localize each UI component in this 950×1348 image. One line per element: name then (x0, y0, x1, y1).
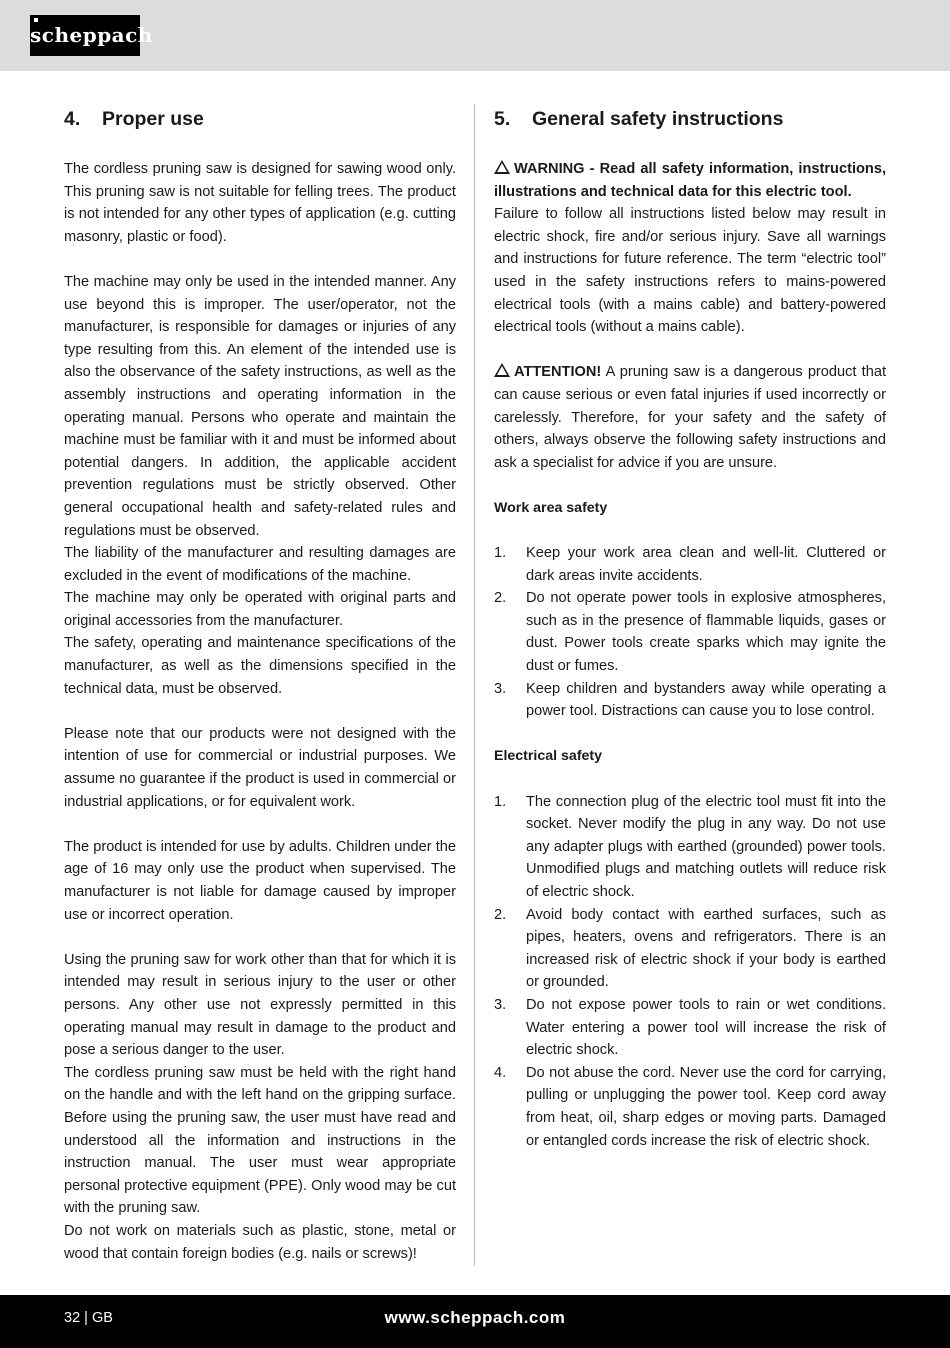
subsection-title: Work area safety (494, 499, 608, 516)
paragraph: The cordless pruning saw is designed for sawing wood only. This pruning saw is not suitable for felling trees. The product is not intended for any other types of application (e.g. cutting masonry, plastic or food). (64, 161, 456, 245)
list-number: 4. (494, 1064, 507, 1081)
section-general-safety (494, 104, 886, 1152)
warning-block (494, 158, 886, 203)
list-item (494, 994, 886, 1062)
attention-label: ATTENTION! (514, 364, 602, 381)
subsection-title: Electrical safety (494, 748, 603, 765)
page-footer (0, 1295, 950, 1348)
paragraph: The liability of the manufacturer and resulting damages are excluded in the event of modifications of the machine. (64, 545, 456, 584)
attention-block (494, 361, 886, 474)
list-text: Do not expose power tools to rain or wet conditions. Water entering a power tool will increase the risk of electric shock. (526, 996, 886, 1059)
section-number: 4. (64, 108, 81, 130)
list-text: Do not abuse the cord. Never use the cord for carrying, pulling or unplugging the power tool. Keep cord away from heat, oil, sharp edges or moving parts. Damaged or entangled cords increase the risk of electric shock. (526, 1064, 886, 1149)
paragraph: The machine may only be operated with original parts and original accessories from the manufacturer. (64, 590, 456, 629)
section-title: General safety instructions (532, 108, 784, 130)
warning-triangle-icon (494, 160, 510, 174)
electrical-list (494, 791, 886, 1153)
paragraph: The machine may only be used in the intended manner. Any use beyond this is improper. The user/operator, not the manufacturer, is responsible for damages or injuries of any type resulting from this. An element of the intended use is also the observance of the safety instructions, as well as the assembly instructions and operating information in the operating manual. Persons who operate and maintain the machine must be familiar with it and must be informed about potential dangers. In addition, the applicable accident prevention regulations must be strictly observed. Other general occupational health and safety-related rules and regulations must be observed. (64, 273, 456, 539)
section-number: 5. (494, 108, 511, 130)
section-title: Proper use (102, 108, 204, 130)
list-number: 3. (494, 996, 507, 1013)
list-number: 1. (494, 793, 507, 810)
paragraph: The product is intended for use by adults. Children under the age of 16 may only use the product when supervised. The manufacturer is not liable for damage caused by improper use or incorrect operation. (64, 838, 456, 923)
warning-heading: WARNING - Read all safety information, instructions, illustrations and technical data for this electric tool. (494, 161, 886, 200)
list-number: 2. (494, 906, 507, 923)
column-divider (474, 104, 475, 1266)
list-text: The connection plug of the electric tool must fit into the socket. Never modify the plug in any way. Do not use any adapter plugs with earthed (grounded) power tools. Unmodified plugs and matching outlets will reduce risk of electric shock. (526, 793, 886, 900)
attention-text: A pruning saw is a dangerous product that can cause serious or even fatal injuries if used incorrectly or carelessly. Therefore, for your safety and the safety of others, always observe the following safety instructions and ask a specialist for advice if you are unsure. (494, 364, 886, 471)
list-item (494, 678, 886, 723)
page-header (0, 0, 950, 71)
website-link[interactable]: www.scheppach.com (384, 1308, 566, 1327)
list-item (494, 1062, 886, 1152)
section-proper-use (64, 104, 456, 1265)
warning-triangle-icon (494, 363, 510, 377)
paragraph: Using the pruning saw for work other than that for which it is intended may result in serious injury to the user or other persons. Any other use not expressly permitted in this operating manual may result in damage to the product and pose a serious danger to the user. (64, 951, 456, 1059)
page-number: 32 | GB (64, 1310, 113, 1326)
paragraph: Please note that our products were not designed with the intention of use for commercial or industrial purposes. We assume no guarantee if the product is used in commercial or industrial applications, or for equivalent work. (64, 725, 456, 810)
list-number: 2. (494, 590, 507, 607)
section-heading (64, 104, 456, 134)
list-item (494, 542, 886, 587)
paragraph: The safety, operating and maintenance specifications of the manufacturer, as well as the dimensions specified in the technical data, must be observed. (64, 635, 456, 697)
list-number: 1. (494, 545, 507, 562)
list-item (494, 587, 886, 677)
list-item (494, 904, 886, 994)
paragraph: Do not work on materials such as plastic, stone, metal or wood that contain foreign bodies (e.g. nails or screws)! (64, 1222, 456, 1262)
warning-text: Failure to follow all instructions listed below may result in electric shock, fire and/or serious injury. Save all warnings and instructions for future reference. The term “electric tool” used in the safety instructions refers to mains-powered electrical tools (with a mains cable) and battery-powered electrical tools (without a mains cable). (494, 206, 886, 336)
list-item (494, 791, 886, 904)
list-text: Keep your work area clean and well-lit. Cluttered or dark areas invite accidents. (526, 545, 886, 584)
list-number: 3. (494, 680, 507, 697)
list-text: Avoid body contact with earthed surfaces, such as pipes, heaters, ovens and refrigerators. There is an increased risk of electric shock if your body is earthed or grounded. (526, 906, 886, 991)
list-text: Keep children and bystanders away while operating a power tool. Distractions can cause you to lose control. (526, 680, 886, 720)
work-area-list (494, 542, 886, 723)
brand-logo: scheppach (30, 15, 140, 56)
list-text: Do not operate power tools in explosive atmospheres, such as in the presence of flammable liquids, gases or dust. Power tools create sparks which may ignite the dust or fumes. (526, 590, 886, 675)
section-heading (494, 104, 886, 134)
paragraph: The cordless pruning saw must be held with the right hand on the handle and with the left hand on the gripping surface. Before using the pruning saw, the user must have read and understood all the information and instructions in the instruction manual. The user must wear appropriate personal protective equipment (PPE). Only wood may be cut with the pruning saw. (64, 1064, 456, 1217)
